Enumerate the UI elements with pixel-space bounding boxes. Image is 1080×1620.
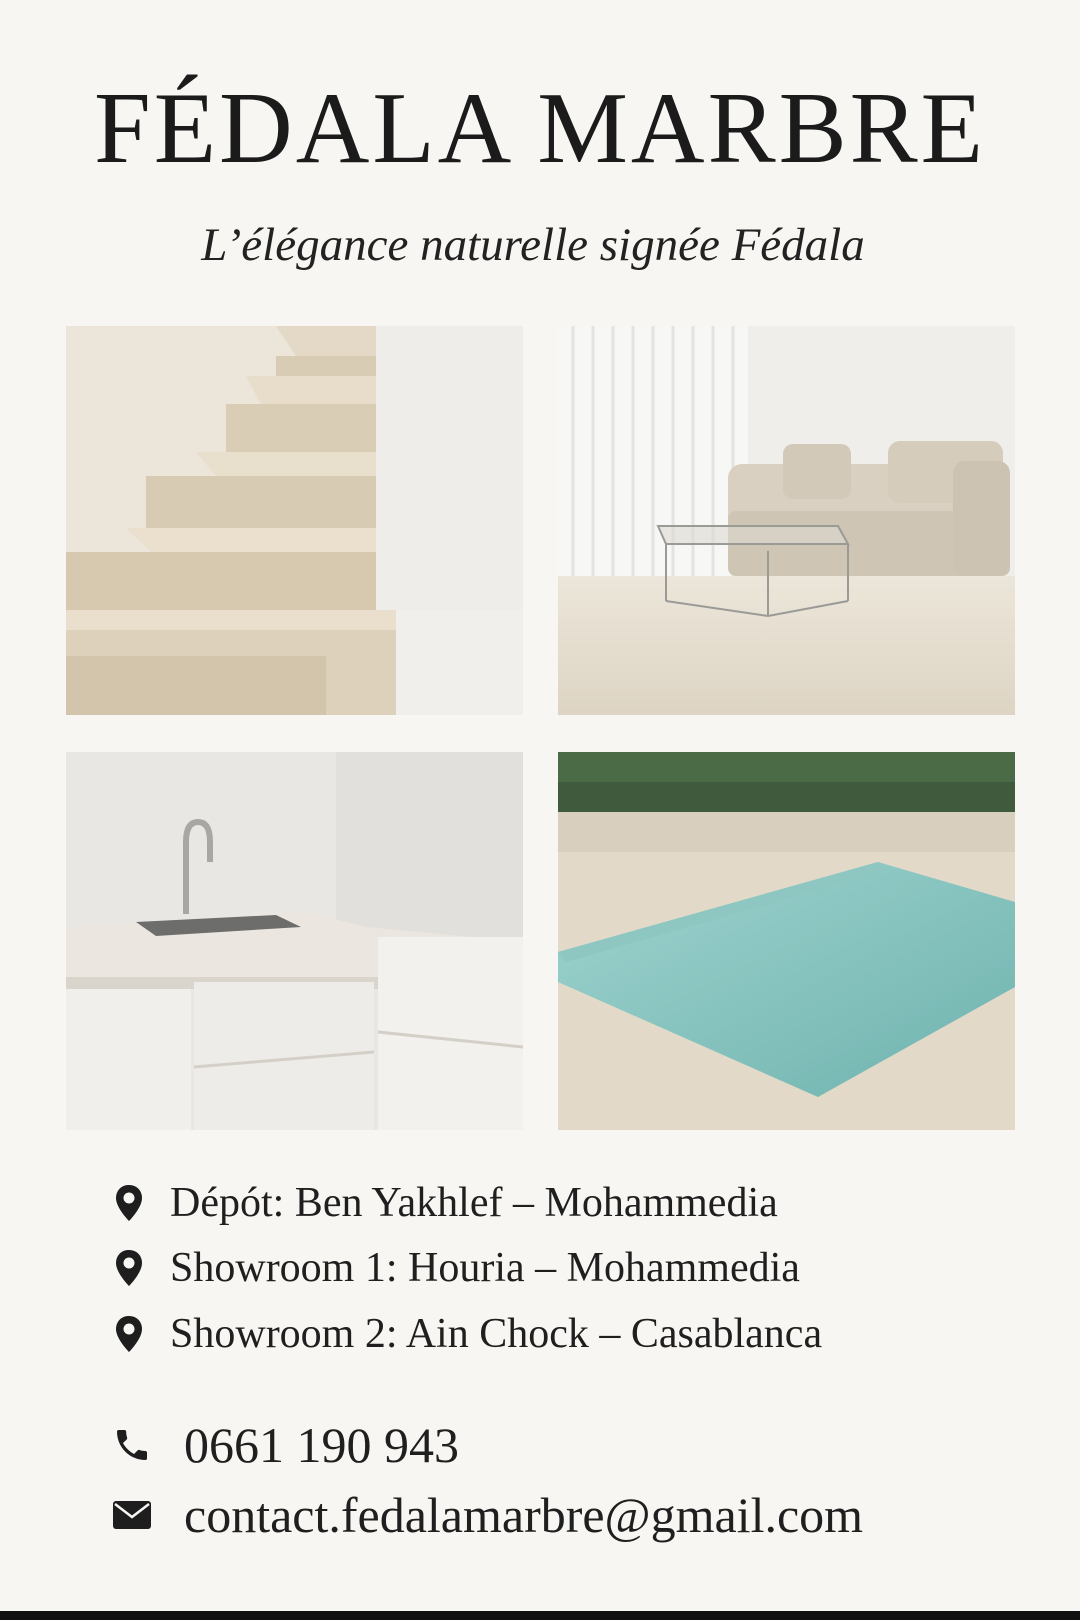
phone-icon [112, 1425, 152, 1465]
location-text: Showroom 1: Houria – Mohammedia [170, 1245, 800, 1291]
brand-tagline: L’élégance naturelle signée Fédala [201, 219, 865, 271]
contact-phone[interactable] [112, 1417, 459, 1473]
location-text: Showroom 2: Ain Chock – Casablanca [170, 1311, 823, 1357]
location-showroom-1 [112, 1240, 800, 1296]
location-pin-icon [112, 1248, 146, 1288]
envelope-icon [112, 1495, 152, 1535]
phone-number[interactable]: 0661 190 943 [184, 1417, 459, 1473]
location-depot [112, 1175, 778, 1231]
email-address[interactable]: contact.fedalamarbre@gmail.com [184, 1487, 864, 1543]
location-pin-icon [112, 1314, 146, 1354]
photo-pool-terrace [558, 752, 1015, 1130]
location-pin-icon [112, 1183, 146, 1223]
photo-marble-kitchen [66, 752, 523, 1130]
location-showroom-2 [112, 1306, 822, 1362]
photo-living-room [558, 326, 1015, 715]
brand-title: FÉDALA MARBRE [94, 72, 986, 185]
contact-email[interactable] [112, 1487, 863, 1543]
photo-marble-staircase [66, 326, 523, 715]
bottom-border [0, 1611, 1080, 1620]
location-text: Dépót: Ben Yakhlef – Mohammedia [170, 1180, 778, 1226]
